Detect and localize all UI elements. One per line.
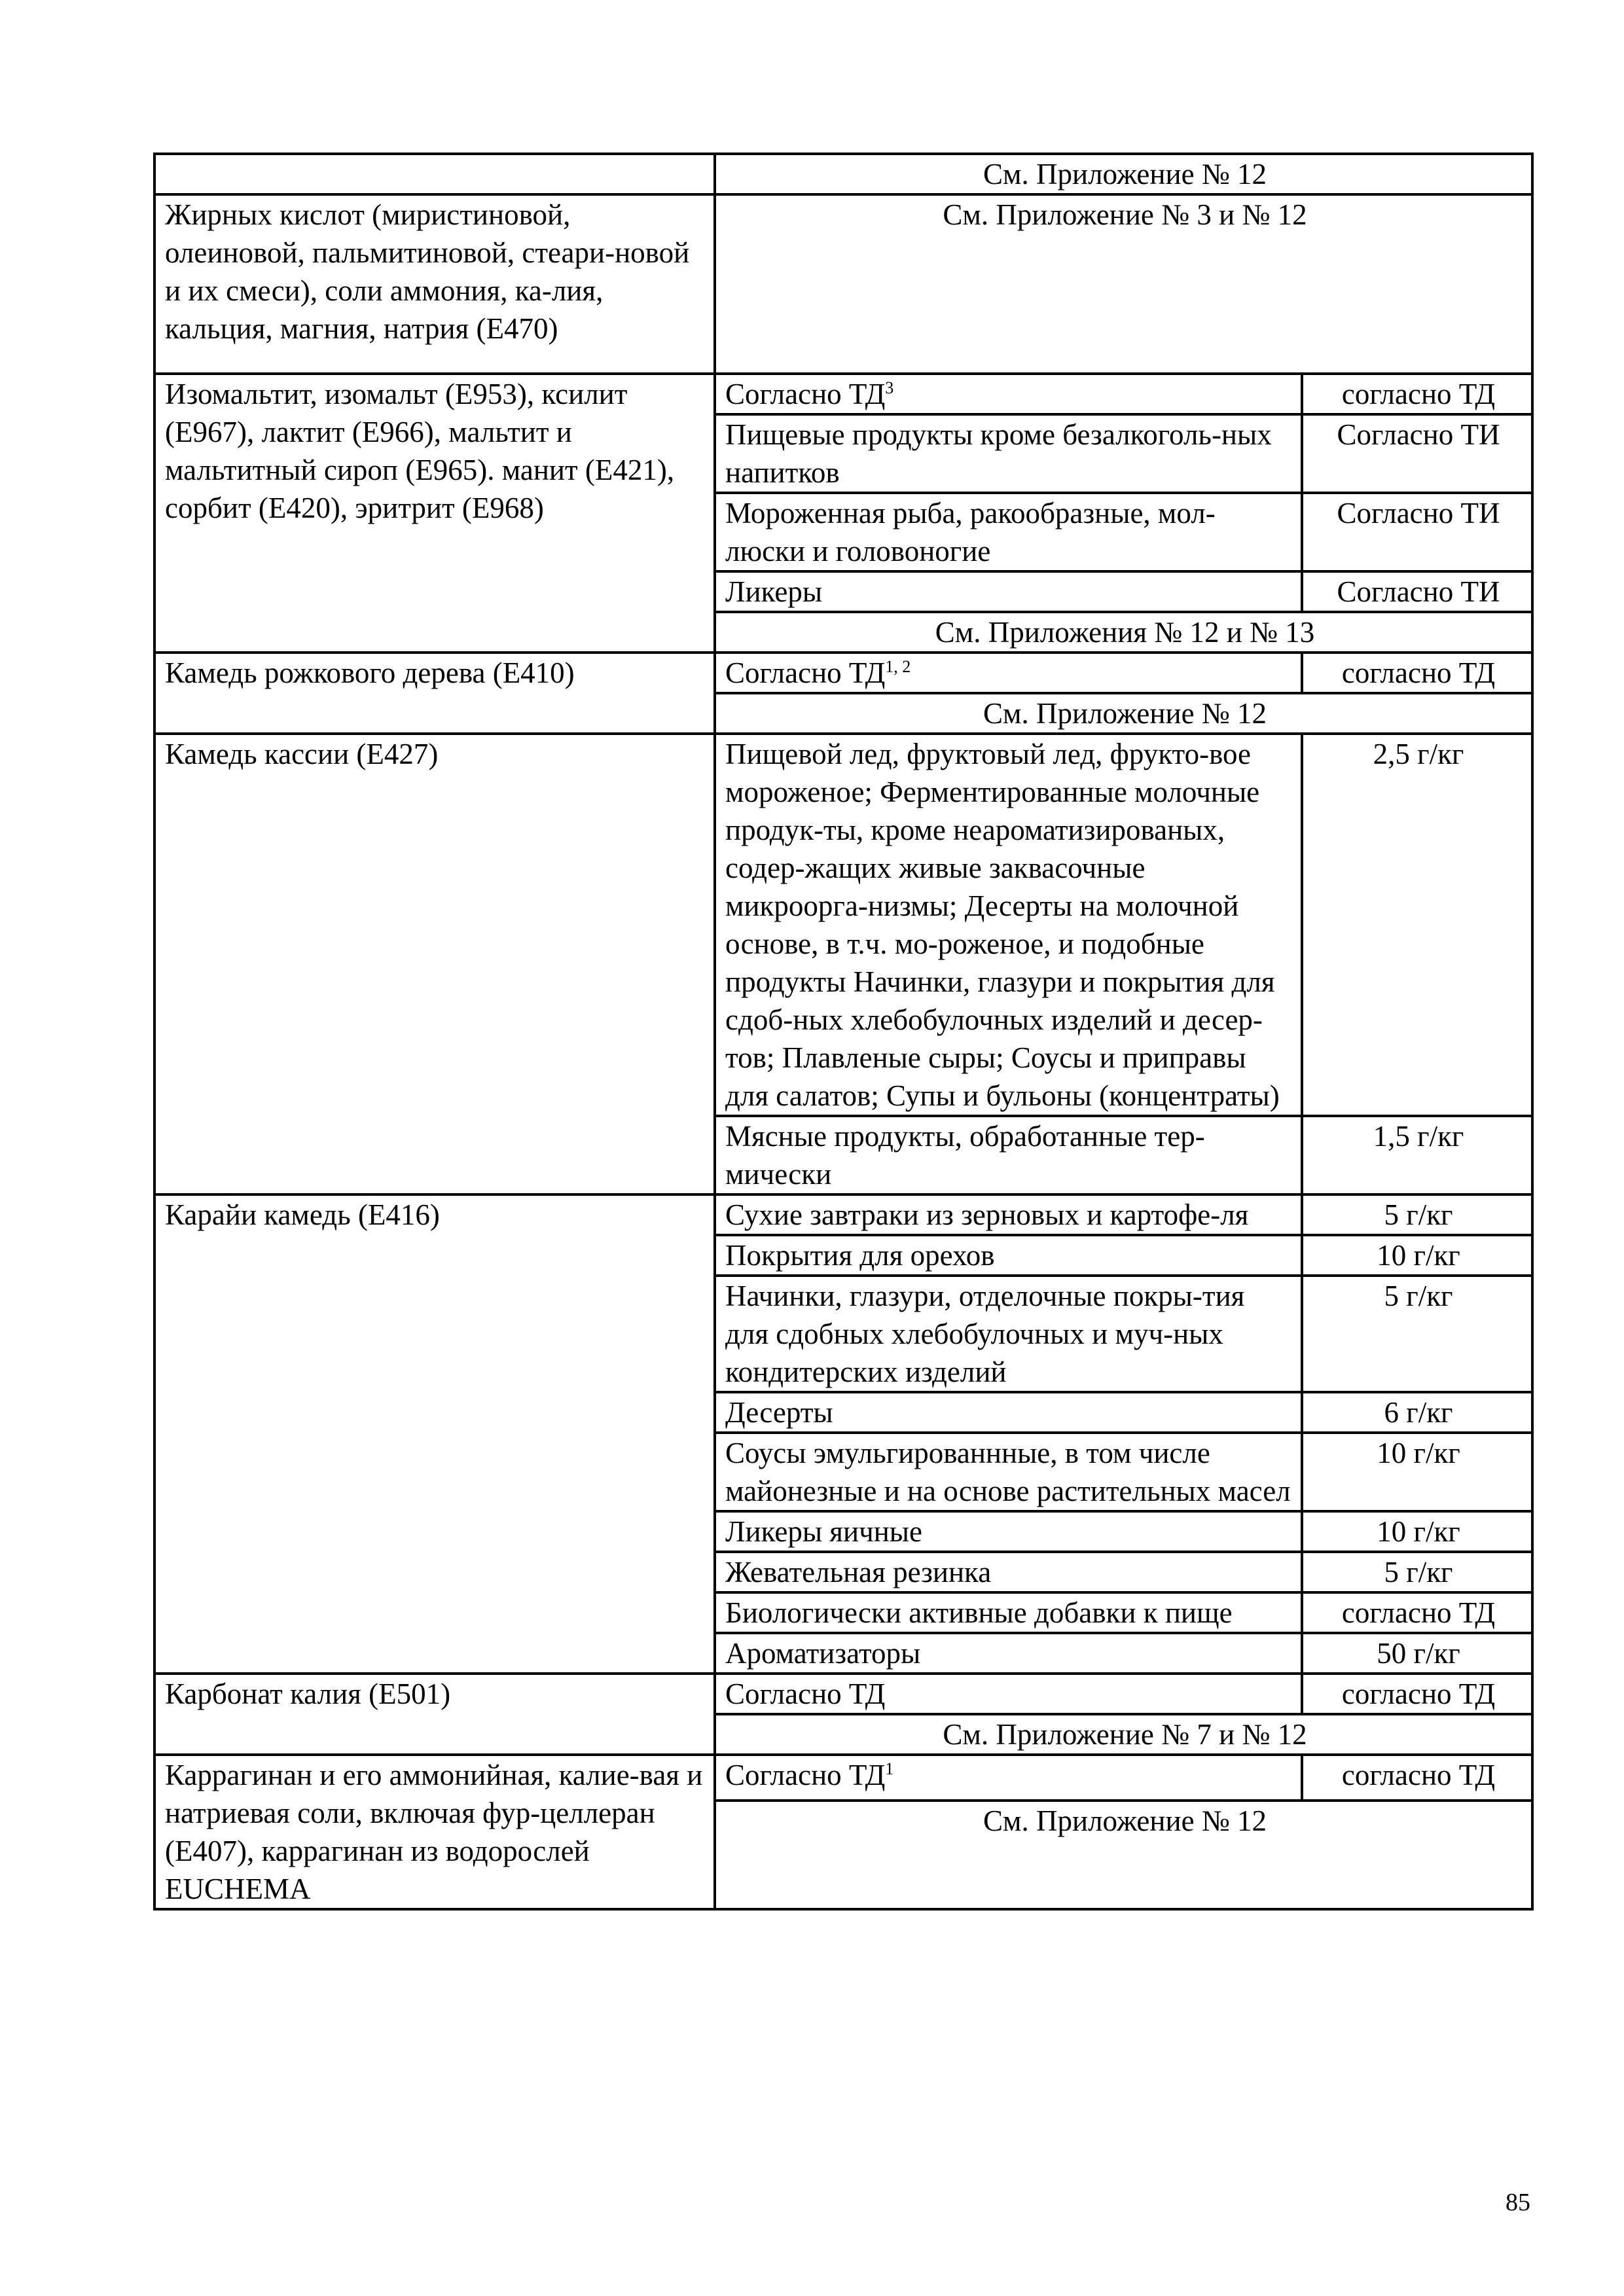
table-row: [154, 154, 1532, 194]
table-row: [154, 1674, 1532, 1714]
product-cell: Ликеры: [715, 571, 1302, 612]
additive-name: Карбонат калия (Е501): [165, 1677, 451, 1710]
product-cell: Сухие завтраки из зерновых и картофе-ля: [715, 1194, 1302, 1235]
limit-cell: 5 г/кг: [1302, 1276, 1532, 1392]
additive-name-cell: [154, 653, 715, 734]
appendix-note: См. Приложение № 12: [715, 154, 1532, 194]
product-cell: Пищевой лед, фруктовый лед, фрукто-вое мороженое; Ферментированные молочные продук-ты, кроме неароматизированых, содер-жащих живые заквасочные микроорга-низмы; Десерты на молочной основе, в т.ч. мо-роженое, и подобные продукты Начинки, глазури и покрытия для сдоб-ных хлебобулочных изделий и десер-тов; Плавленые сыры; Соусы и приправы для салатов; Супы и бульоны (концентраты): [715, 734, 1302, 1116]
limit-cell: согласно ТД: [1302, 1592, 1532, 1633]
additive-name-cell: [154, 154, 715, 194]
additive-name-cell: [154, 1194, 715, 1674]
product-cell: [715, 1755, 1302, 1801]
table-row: [154, 374, 1532, 414]
product-cell: [715, 374, 1302, 414]
limit-cell: 10 г/кг: [1302, 1235, 1532, 1276]
additive-name-cell: [154, 374, 715, 653]
product-cell: Ликеры яичные: [715, 1511, 1302, 1552]
page-number: 85: [1506, 2189, 1530, 2216]
additive-name: Карайи камедь (Е416): [165, 1198, 440, 1231]
limit-cell: Согласно ТИ: [1302, 493, 1532, 571]
additive-name-cell: [154, 734, 715, 1194]
limit-cell: 50 г/кг: [1302, 1633, 1532, 1674]
appendix-note: См. Приложение № 12: [715, 693, 1532, 734]
limit-cell: 6 г/кг: [1302, 1392, 1532, 1433]
additive-name-cell: [154, 1755, 715, 1909]
limit-cell: 5 г/кг: [1302, 1194, 1532, 1235]
additive-name: Жирных кислот (миристиновой, олеиновой, пальмитиновой, стеари-новой и их смеси), соли аммония, ка-лия, кальция, магния, натрия (Е470): [165, 198, 690, 345]
table-row: [154, 194, 1532, 374]
product-cell: Ароматизаторы: [715, 1633, 1302, 1674]
product-text: Согласно ТД: [725, 378, 886, 410]
table-row: [154, 734, 1532, 1116]
product-cell: Соусы эмульгированнные, в том числе майонезные и на основе растительных масел: [715, 1433, 1302, 1511]
product-text: Согласно ТД: [725, 656, 886, 689]
additive-name: Каррагинан и его аммонийная, калие-вая и натриевая соли, включая фур-целлеран (Е407), каррагинан из водорослей EUCHEMA: [165, 1759, 703, 1905]
table-row: [154, 1755, 1532, 1801]
appendix-note: См. Приложение № 12: [715, 1801, 1532, 1909]
product-cell: Десерты: [715, 1392, 1302, 1433]
limit-cell: согласно ТД: [1302, 653, 1532, 693]
appendix-note: См. Приложение № 3 и № 12: [715, 194, 1532, 374]
table-row: [154, 1194, 1532, 1235]
additive-name: Изомальтит, изомальт (Е953), ксилит (Е967), лактит (Е966), мальтит и мальтитный сироп (Е965). манит (Е421), сорбит (Е420), эритрит (Е968): [165, 378, 675, 524]
limit-cell: 5 г/кг: [1302, 1552, 1532, 1592]
appendix-note: См. Приложения № 12 и № 13: [715, 612, 1532, 653]
additive-name-cell: [154, 194, 715, 374]
product-cell: Согласно ТД: [715, 1674, 1302, 1714]
limit-cell: 10 г/кг: [1302, 1433, 1532, 1511]
footnote-mark: 1: [885, 1759, 894, 1778]
product-cell: Мясные продукты, обработанные тер-мически: [715, 1116, 1302, 1194]
product-cell: Жевательная резинка: [715, 1552, 1302, 1592]
limit-cell: Согласно ТИ: [1302, 414, 1532, 493]
product-cell: Начинки, глазури, отделочные покры-тия для сдобных хлебобулочных и муч-ных кондитерских изделий: [715, 1276, 1302, 1392]
additive-name-cell: [154, 1674, 715, 1755]
limit-cell: 2,5 г/кг: [1302, 734, 1532, 1116]
limit-cell: 10 г/кг: [1302, 1511, 1532, 1552]
footnote-mark: 1, 2: [885, 657, 911, 676]
limit-cell: согласно ТД: [1302, 1755, 1532, 1801]
limit-cell: согласно ТД: [1302, 1674, 1532, 1714]
product-cell: Покрытия для орехов: [715, 1235, 1302, 1276]
limit-cell: согласно ТД: [1302, 374, 1532, 414]
limit-cell: Согласно ТИ: [1302, 571, 1532, 612]
additives-table: [153, 152, 1534, 1910]
product-cell: Биологически активные добавки к пище: [715, 1592, 1302, 1633]
limit-cell: 1,5 г/кг: [1302, 1116, 1532, 1194]
footnote-mark: 3: [885, 378, 894, 397]
table-row: [154, 653, 1532, 693]
additive-name: Камедь рожкового дерева (Е410): [165, 656, 575, 689]
product-cell: [715, 653, 1302, 693]
product-cell: Мороженная рыба, ракообразные, мол-люски и головоногие: [715, 493, 1302, 571]
additive-name: Камедь кассии (Е427): [165, 738, 439, 770]
product-cell: Пищевые продукты кроме безалкоголь-ных напитков: [715, 414, 1302, 493]
product-text: Согласно ТД: [725, 1759, 886, 1791]
appendix-note: См. Приложение № 7 и № 12: [715, 1714, 1532, 1755]
